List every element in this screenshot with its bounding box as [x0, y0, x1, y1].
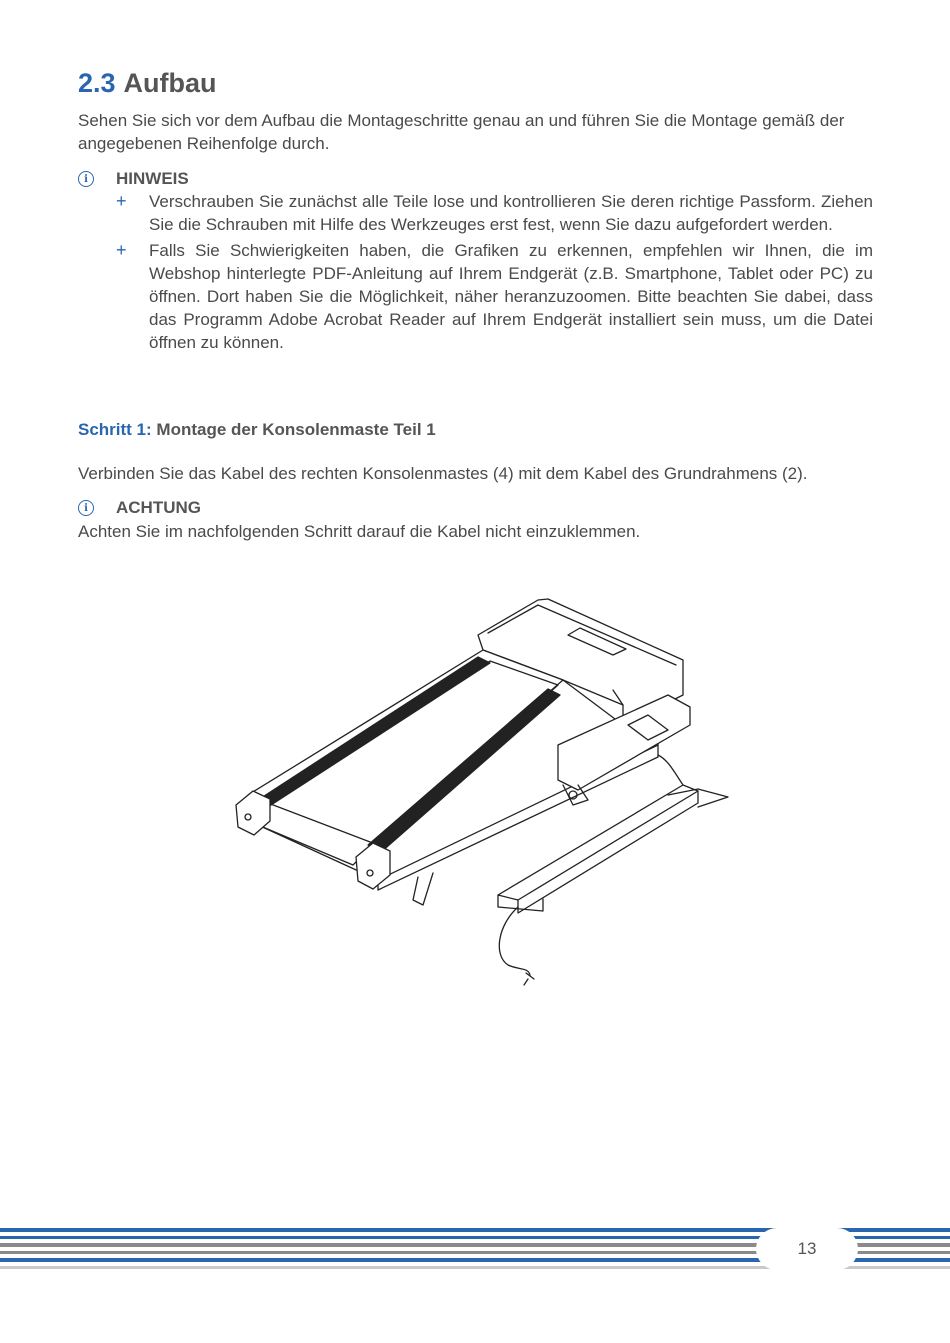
hint-list — [78, 190, 873, 357]
hint-title: HINWEIS — [116, 169, 189, 188]
warning-title: ACHTUNG — [116, 498, 201, 517]
plus-icon: + — [116, 191, 127, 211]
step-title — [78, 420, 436, 440]
treadmill-assembly-illustration — [228, 595, 738, 995]
page-number: 13 — [756, 1228, 858, 1270]
hint-heading — [78, 168, 189, 190]
hint-item-text: Verschrauben Sie zunächst alle Teile lose und kontrollieren Sie deren richtige Passform. Ziehen Sie die Schrauben mit Hilfe des Werkzeuges erst fest, wenn Sie dazu aufgefordert werden. — [149, 192, 873, 234]
list-item — [78, 239, 873, 354]
plus-icon: + — [116, 240, 127, 260]
section-number: 2.3 — [78, 68, 116, 98]
info-icon: i — [78, 171, 94, 187]
warning-text: Achten Sie im nachfolgenden Schritt darauf die Kabel nicht einzuklemmen. — [78, 522, 641, 541]
intro-paragraph: Sehen Sie sich vor dem Aufbau die Montageschritte genau an und führen Sie die Montage gemäß der angegebenen Reihenfolge durch. — [78, 111, 845, 153]
step-heading: Montage der Konsolenmaste Teil 1 — [156, 420, 436, 439]
hint-item-text: Falls Sie Schwierigkeiten haben, die Grafiken zu erkennen, empfehlen wir Ihnen, die im Webshop hinterlegte PDF-Anleitung auf Ihrem Endgerät (z.B. Smartphone, Tablet oder PC) zu öffnen. Dort haben Sie die Möglichkeit, näher heranzuzoomen. Bitte beachten Sie dabei, dass das Programm Adobe Acrobat Reader auf Ihrem Endgerät installiert sein muss, um die Datei öffnen zu können. — [149, 241, 873, 352]
step-label: Schritt 1: — [78, 420, 152, 439]
section-heading: Aufbau — [123, 68, 217, 98]
info-icon: i — [78, 500, 94, 516]
list-item — [78, 190, 873, 236]
section-title — [78, 68, 217, 99]
warning-heading — [78, 497, 201, 519]
step-instruction: Verbinden Sie das Kabel des rechten Konsolenmastes (4) mit dem Kabel des Grundrahmens (2). — [78, 464, 808, 483]
